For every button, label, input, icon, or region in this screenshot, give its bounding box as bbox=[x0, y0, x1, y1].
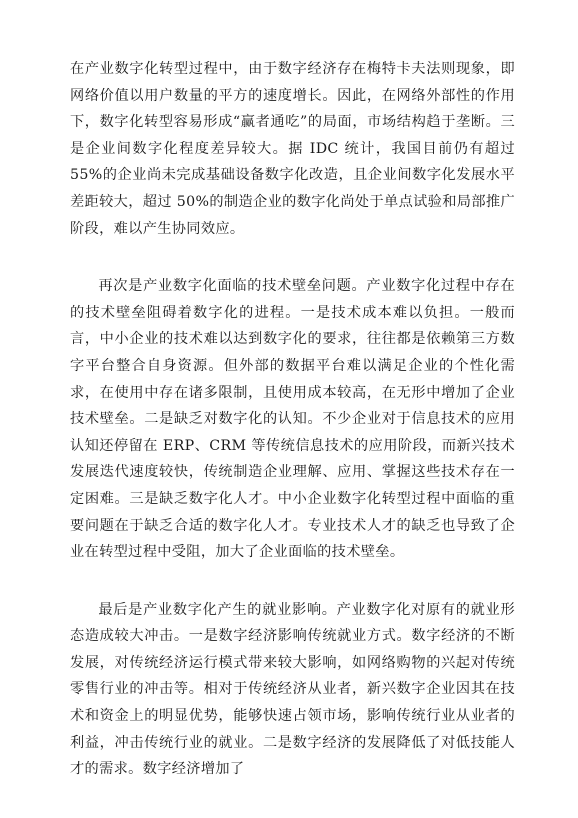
paragraph-2: 再次是产业数字化面临的技术壁垒问题。产业数字化过程中存在的技术壁垒阻碍着数字化的进程。一是技术成本难以负担。一般而言，中小企业的技术难以达到数字化的要求，往往都是依赖第三方数字平台整合自身资源。但外部的数据平台难以满足企业的个性化需求，在使用中存在诸多限制，且使用成本较高，在无形中增加了企业技术壁垒。二是缺乏对数字化的认知。不少企业对于信息技术的应用认知还停留在 ERP、CRM 等传统信息技术的应用阶段，而新兴技术发展迭代速度较快，传统制造企业理解、应用、掌握这些技术存在一定困难。三是缺乏数字化人才。中小企业数字化转型过程中面临的重要问题在于缺乏合适的数字化人才。专业技术人才的缺乏也导致了企业在转型过程中受阻，加大了企业面临的技术壁垒。 bbox=[70, 278, 515, 561]
paragraph-1: 在产业数字化转型过程中，由于数字经济存在梅特卡夫法则现象，即网络价值以用户数量的平方的速度增长。因此，在网络外部性的作用下，数字化转型容易形成“赢者通吃”的局面，市场结构趋于垄断。三是企业间数字化程度差异较大。据 IDC 统计，我国目前仍有超过 55%的企业尚未完成基础设备数字化改造，且企业间数字化发展水平差距较大，超过 50%的制造企业的数字化尚处于单点试验和局部推广阶段，难以产生协同效应。 bbox=[70, 61, 515, 237]
paragraph-3: 最后是产业数字化产生的就业影响。产业数字化对原有的就业形态造成较大冲击。一是数字经济影响传统就业方式。数字经济的不断发展，对传统经济运行模式带来较大影响，如网络购物的兴起对传统零售行业的冲击等。相对于传统经济从业者，新兴数字企业因其在技术和资金上的明显优势，能够快速占领市场，影响传统行业从业者的利益，冲击传统行业的就业。二是数字经济的发展降低了对低技能人才的需求。数字经济增加了 bbox=[70, 601, 515, 778]
document-page bbox=[70, 56, 515, 783]
